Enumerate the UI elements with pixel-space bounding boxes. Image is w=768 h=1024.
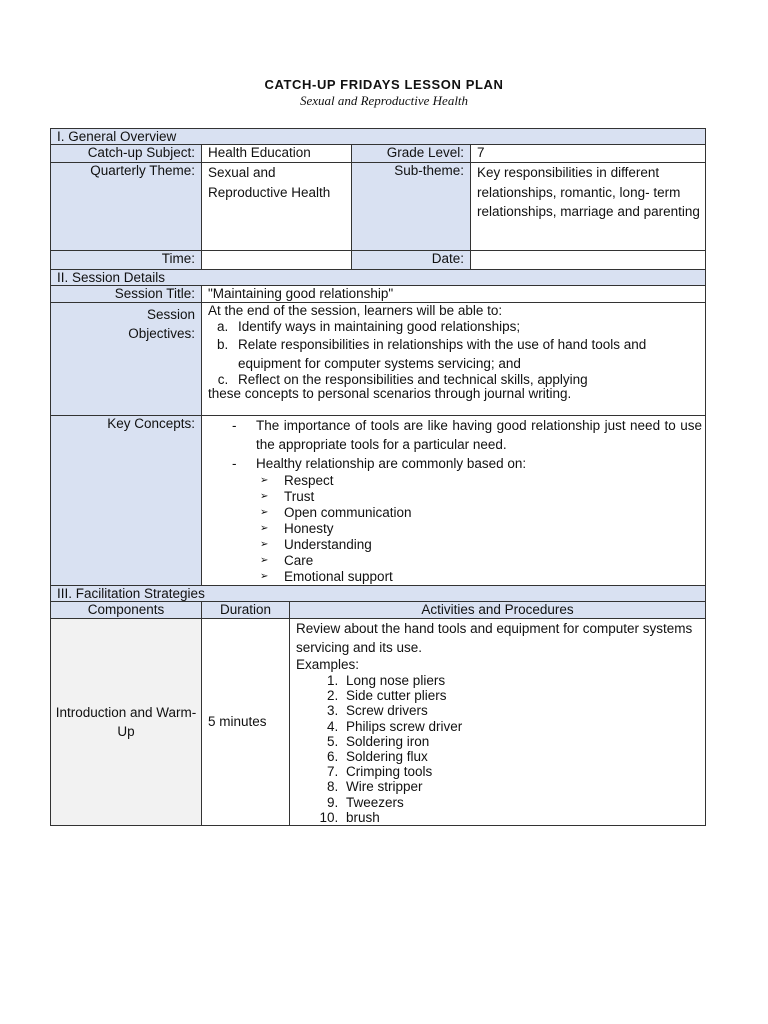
time-label: Time:: [51, 251, 202, 270]
example-item: 6. Soldering flux: [342, 749, 702, 764]
relationship-bases-list: [208, 473, 702, 585]
arrow-bullet-icon: ➢: [260, 539, 269, 550]
relationship-basis-item: [260, 553, 702, 569]
objectives-intro: At the end of the session, learners will be able to:: [208, 303, 503, 318]
relationship-basis-text: Trust: [284, 489, 315, 504]
relationship-basis-text: Open communication: [284, 505, 412, 520]
arrow-bullet-icon: ➢: [260, 507, 269, 518]
subject-label: Catch-up Subject:: [51, 145, 202, 163]
facilitation-header-row: [51, 586, 706, 602]
duration-value: 5 minutes: [202, 619, 290, 826]
arrow-bullet-icon: ➢: [260, 475, 269, 486]
quarterly-theme-label: Quarterly Theme:: [51, 163, 202, 251]
examples-label: Examples:: [296, 657, 360, 672]
date-value: [471, 251, 706, 270]
key-concept-item: - Healthy relationship are commonly based on:: [232, 454, 702, 473]
key-concept-item: - The importance of tools are like having good relationship just need to use the appropriate tools for a particular need.: [232, 416, 702, 454]
document-title: CATCH-UP FRIDAYS LESSON PLAN: [264, 77, 504, 92]
objective-item: c. Reflect on the responsibilities and technical skills, applying: [232, 373, 702, 386]
key-concepts-content: [202, 416, 706, 586]
general-overview-header-row: [51, 129, 706, 145]
session-objectives-label-line1: Session: [146, 307, 195, 322]
subject-value: Health Education: [202, 145, 352, 163]
objective-item: b. Relate responsibilities in relationships with the use of hand tools and equipment for computer systems servicing; and: [232, 335, 702, 373]
document-subtitle: Sexual and Reproductive Health: [299, 93, 469, 108]
relationship-basis-item: [260, 505, 702, 521]
session-objectives-row: [51, 303, 706, 416]
relationship-basis-item: [260, 569, 702, 585]
general-overview-heading: I. General Overview: [51, 129, 706, 145]
grade-level-label: Grade Level:: [352, 145, 471, 163]
example-item: 8. Wire stripper: [342, 779, 702, 794]
session-title-row: [51, 286, 706, 303]
session-details-header-row: [51, 270, 706, 286]
example-item: 1. Long nose pliers: [342, 673, 702, 688]
arrow-bullet-icon: ➢: [260, 555, 269, 566]
key-concepts-row: [51, 416, 706, 586]
session-details-heading: II. Session Details: [51, 270, 706, 286]
example-item: 5. Soldering iron: [342, 734, 702, 749]
time-value: [202, 251, 352, 270]
example-item: 3. Screw drivers: [342, 703, 702, 718]
session-title-label: Session Title:: [51, 286, 202, 303]
date-label: Date:: [352, 251, 471, 270]
session-objectives-label: [51, 303, 202, 416]
example-item: 4. Philips screw driver: [342, 719, 702, 734]
session-objectives-label-line2: Objectives:: [128, 326, 195, 341]
relationship-basis-text: Care: [284, 553, 314, 568]
relationship-basis-item: [260, 473, 702, 489]
facilitation-columns-row: [51, 602, 706, 619]
example-item: 10. brush: [342, 810, 702, 825]
introduction-row: [51, 619, 706, 826]
relationship-basis-text: Emotional support: [284, 569, 393, 584]
component-name: Introduction and Warm-Up: [51, 619, 202, 826]
examples-list: [296, 673, 702, 825]
arrow-bullet-icon: ➢: [260, 523, 269, 534]
relationship-basis-text: Respect: [284, 473, 334, 488]
activities-column-header: Activities and Procedures: [290, 602, 706, 619]
quarterly-theme-value: Sexual and Reproductive Health: [202, 163, 352, 251]
key-concepts-label: Key Concepts:: [51, 416, 202, 586]
relationship-basis-item: [260, 537, 702, 553]
lesson-plan-table: [50, 128, 706, 826]
relationship-basis-item: [260, 521, 702, 537]
components-column-header: Components: [51, 602, 202, 619]
theme-row: [51, 163, 706, 251]
session-title-value: "Maintaining good relationship": [202, 286, 706, 303]
objective-item: a. Identify ways in maintaining good relationships;: [232, 319, 702, 335]
grade-level-value: 7: [471, 145, 706, 163]
relationship-basis-text: Understanding: [284, 537, 372, 552]
subject-row: [51, 145, 706, 163]
relationship-basis-text: Honesty: [284, 521, 334, 536]
arrow-bullet-icon: ➢: [260, 491, 269, 502]
relationship-basis-item: [260, 489, 702, 505]
duration-column-header: Duration: [202, 602, 290, 619]
time-date-row: [51, 251, 706, 270]
activity-intro: Review about the hand tools and equipment for computer systems servicing and its use.: [296, 621, 693, 655]
session-objectives-content: [202, 303, 706, 416]
objectives-list: [208, 319, 702, 386]
arrow-bullet-icon: ➢: [260, 571, 269, 582]
example-item: 2. Side cutter pliers: [342, 688, 702, 703]
example-item: 9. Tweezers: [342, 795, 702, 810]
objectives-tail: these concepts to personal scenarios through journal writing.: [208, 386, 572, 401]
facilitation-heading: III. Facilitation Strategies: [51, 586, 706, 602]
example-item: 7. Crimping tools: [342, 764, 702, 779]
sub-theme-label: Sub-theme:: [352, 163, 471, 251]
key-concepts-list: [208, 416, 702, 473]
activities-content: [290, 619, 706, 826]
sub-theme-value: Key responsibilities in different relationships, romantic, long- term relationships, marriage and parenting: [471, 163, 706, 251]
